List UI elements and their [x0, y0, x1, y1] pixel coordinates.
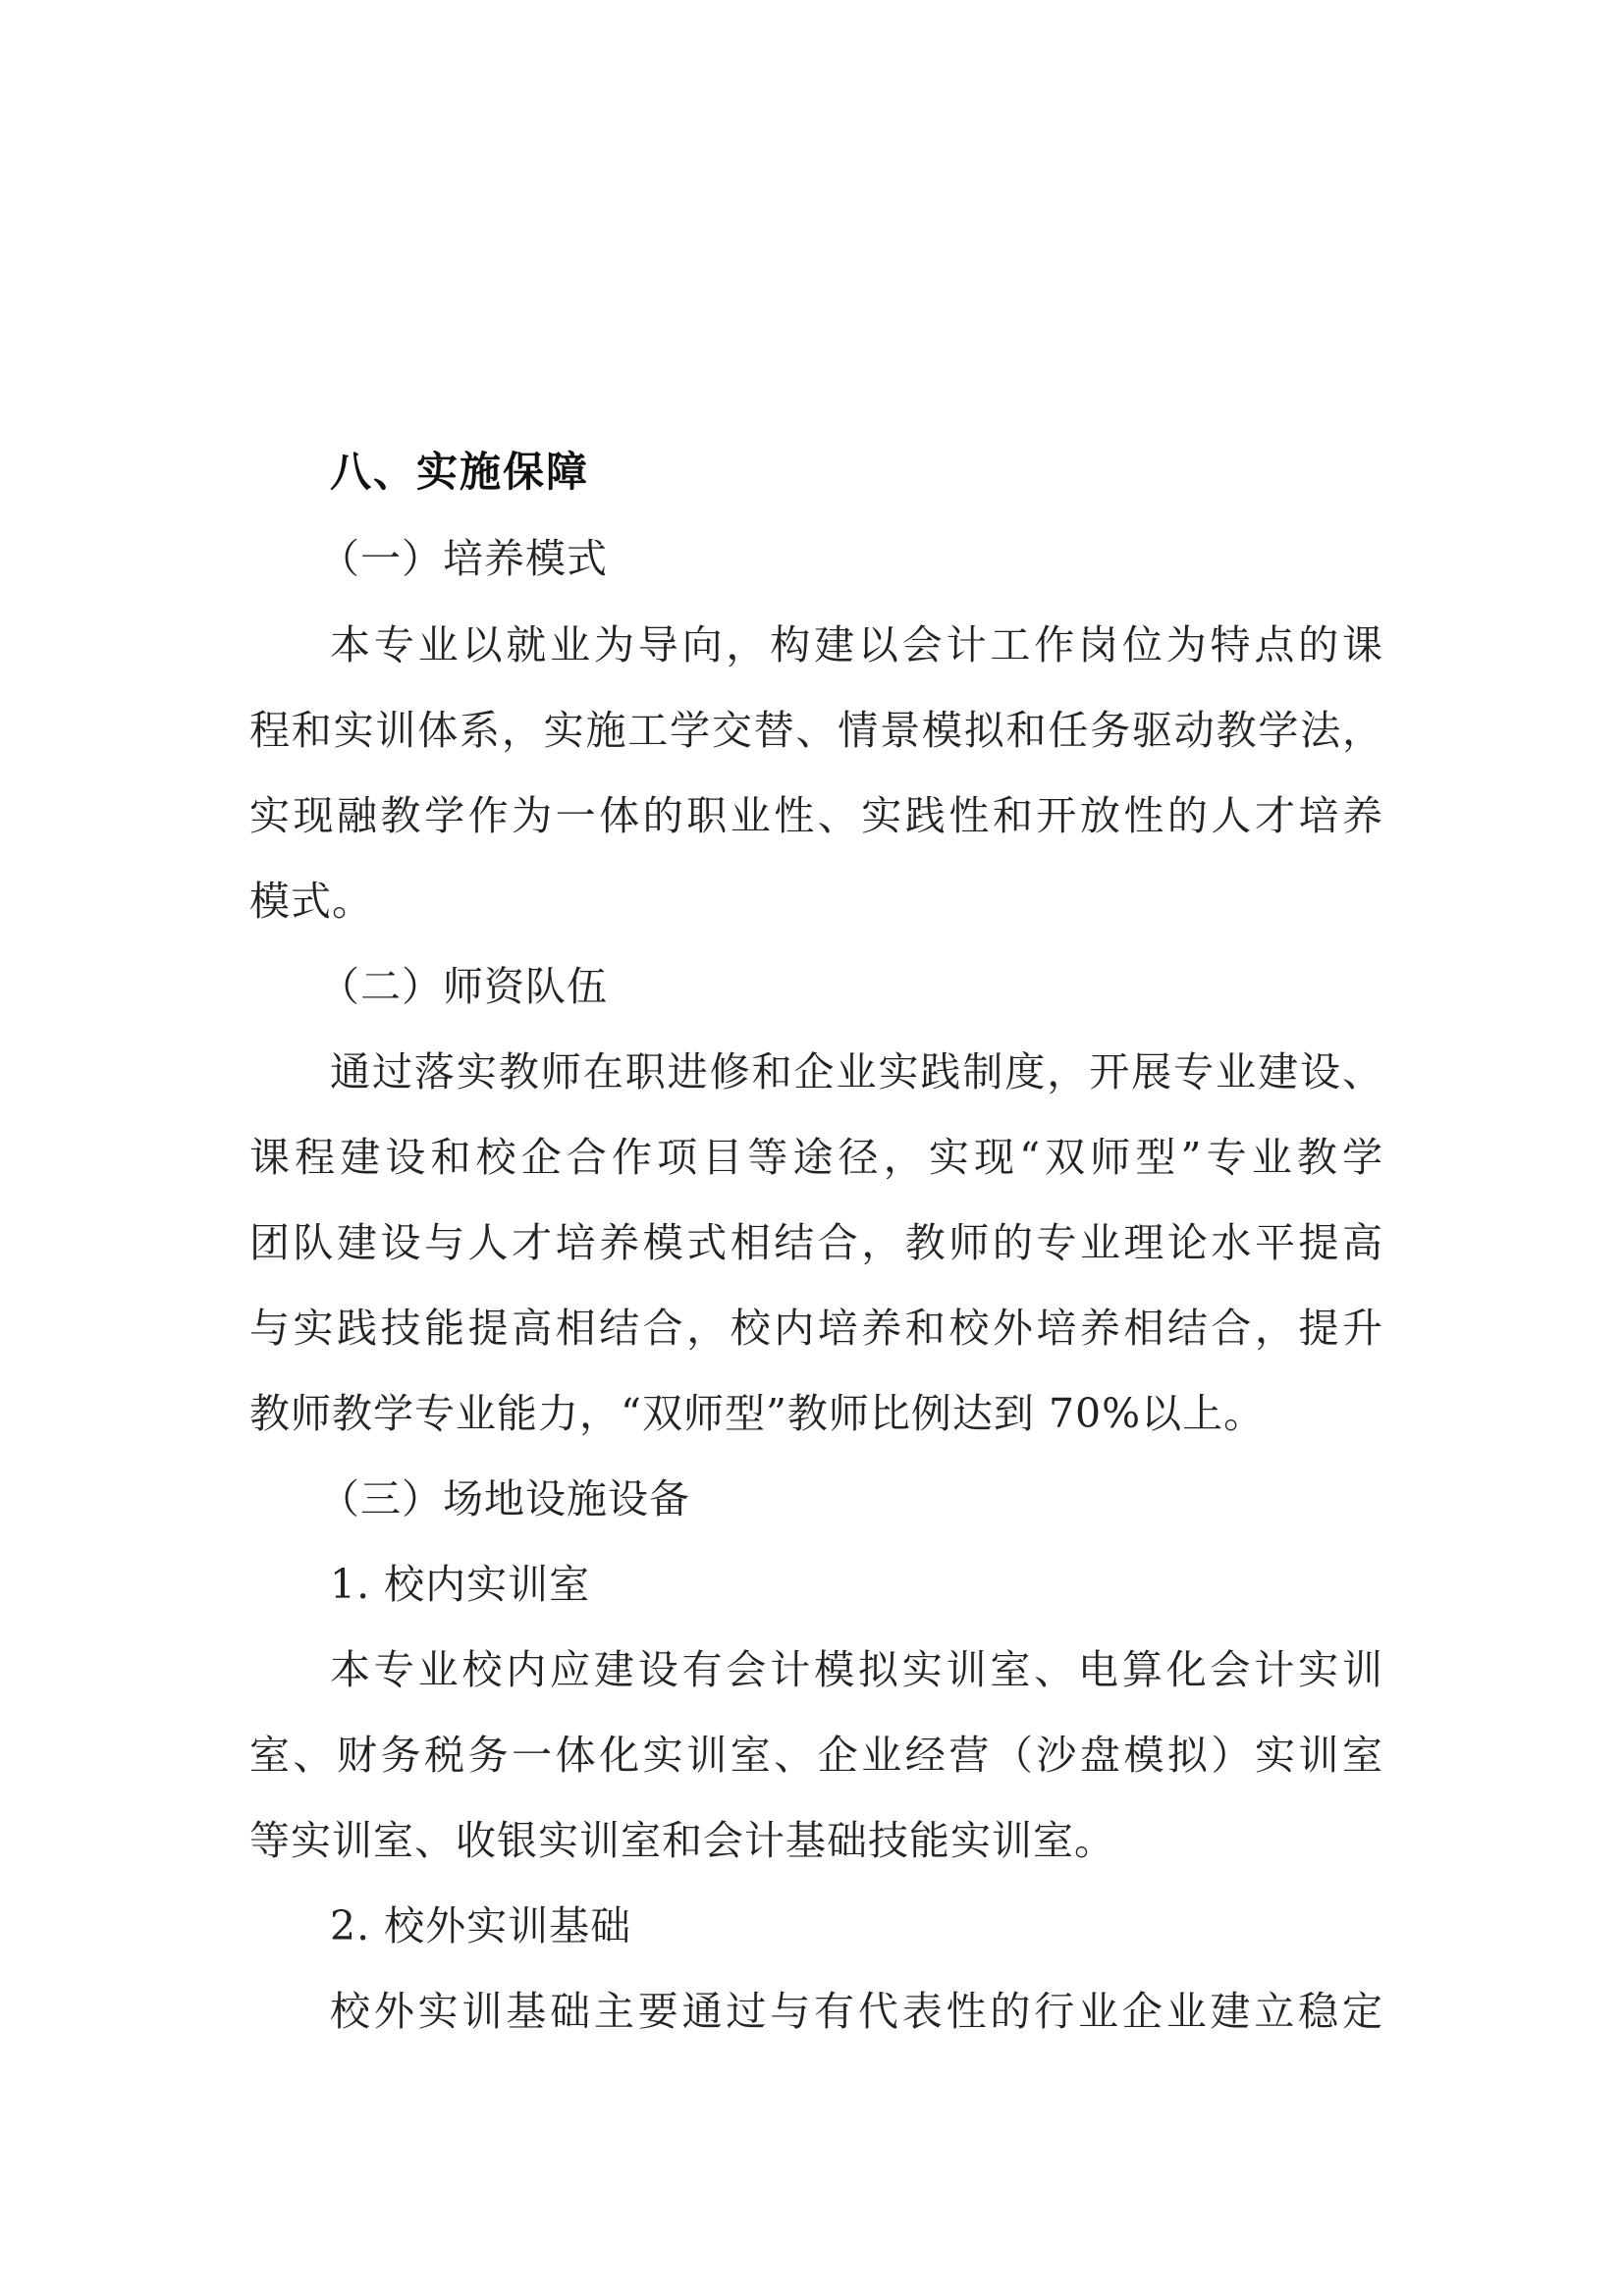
paragraph-line: 团队建设与人才培养模式相结合，教师的专业理论水平提高: [249, 1219, 1382, 1266]
paragraph-line: 实现融教学作为一体的职业性、实践性和开放性的人才培养: [249, 792, 1382, 839]
paragraph-line: 课程建设和校企合作项目等途径，实现“双师型”专业教学: [249, 1134, 1382, 1181]
paragraph-line: 本专业校内应建设有会计模拟实训室、电算化会计实训: [330, 1646, 1382, 1693]
paragraph-line: 与实践技能提高相结合，校内培养和校外培养相结合，提升: [249, 1305, 1382, 1352]
paragraph-line: 程和实训体系，实施工学交替、情景模拟和任务驱动教学法，: [249, 707, 1382, 754]
item-title-offsite-base: 2. 校外实训基础: [330, 1902, 632, 1949]
paragraph-line: 模式。: [249, 878, 373, 925]
subsection-title-faculty: （二）师资队伍: [319, 963, 608, 1010]
subsection-title-training-mode: （一）培养模式: [319, 535, 608, 582]
paragraph-line: 等实训室、收银实训室和会计基础技能实训室。: [249, 1817, 1115, 1864]
paragraph-line: 通过落实教师在职进修和企业实践制度，开展专业建设、: [330, 1048, 1382, 1095]
paragraph-line: 本专业以就业为导向，构建以会计工作岗位为特点的课: [330, 621, 1382, 668]
paragraph-line: 校外实训基础主要通过与有代表性的行业企业建立稳定: [330, 1988, 1382, 2035]
subsection-title-facilities: （三）场地设施设备: [319, 1475, 690, 1522]
paragraph-line: 室、财务税务一体化实训室、企业经营（沙盘模拟）实训室: [249, 1732, 1382, 1779]
item-title-onsite-labs: 1. 校内实训室: [330, 1561, 591, 1608]
paragraph-line: 教师教学专业能力，“双师型”教师比例达到 70%以上。: [249, 1390, 1266, 1437]
section-heading: 八、实施保障: [330, 448, 590, 496]
